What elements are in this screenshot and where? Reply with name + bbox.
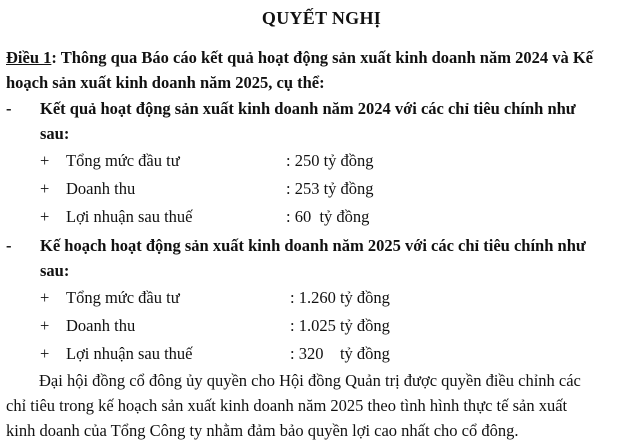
section-2025-item-value: : 1.260 tỷ đồng bbox=[290, 288, 390, 307]
page-title: QUYẾT NGHỊ bbox=[261, 8, 382, 28]
article-1-line-1 bbox=[6, 48, 593, 68]
section-2024-dash: - bbox=[6, 99, 12, 118]
section-2025-item-bullet: + bbox=[40, 288, 50, 307]
article-1-colon: : bbox=[51, 48, 57, 67]
section-2024-item-value: : 250 tỷ đồng bbox=[286, 151, 374, 170]
section-2025-heading-1: Kế hoạch hoạt động sản xuất kinh doanh năm 2025 với các chỉ tiêu chính như bbox=[40, 236, 586, 255]
section-2024-item-label: Tổng mức đầu tư bbox=[66, 151, 180, 170]
section-2024-heading-2: sau: bbox=[40, 124, 70, 143]
section-2025-item-bullet: + bbox=[40, 316, 50, 335]
section-2025-item-value: : 320 tỷ đồng bbox=[290, 344, 390, 363]
section-2025-item-label: Lợi nhuận sau thuế bbox=[66, 344, 193, 363]
section-2024-item-bullet: + bbox=[40, 151, 50, 170]
section-2024-heading-1: Kết quả hoạt động sản xuất kinh doanh năm 2024 với các chỉ tiêu chính như bbox=[40, 99, 576, 118]
section-2024-item-label: Lợi nhuận sau thuế bbox=[66, 207, 193, 226]
section-2024-item-label: Doanh thu bbox=[66, 179, 136, 198]
section-2024-item-value: : 60 tỷ đồng bbox=[286, 207, 370, 226]
closing-line-2: chỉ tiêu trong kế hoạch sản xuất kinh doanh năm 2025 theo tình hình thực tế sản xuất bbox=[6, 396, 568, 415]
section-2025-item-bullet: + bbox=[40, 344, 50, 363]
section-2024-item-bullet: + bbox=[40, 179, 50, 198]
closing-line-3: kinh doanh của Tổng Công ty nhằm đảm bảo quyền lợi cao nhất cho cổ đông. bbox=[6, 421, 519, 440]
article-1-text-1: Thông qua Báo cáo kết quả hoạt động sản xuất kinh doanh năm 2024 và Kế bbox=[56, 48, 593, 67]
closing-line-1: Đại hội đồng cổ đông ủy quyền cho Hội đồng Quản trị được quyền điều chỉnh các bbox=[6, 371, 581, 390]
article-1-label: Điều 1 bbox=[6, 48, 52, 67]
section-2025-item-label: Tổng mức đầu tư bbox=[66, 288, 180, 307]
section-2024-item-bullet: + bbox=[40, 207, 50, 226]
section-2025-item-label: Doanh thu bbox=[66, 316, 136, 335]
section-2025-dash: - bbox=[6, 236, 12, 255]
section-2025-heading-2: sau: bbox=[40, 261, 70, 280]
article-1-line-2: hoạch sản xuất kinh doanh năm 2025, cụ thể: bbox=[6, 73, 325, 92]
section-2025-item-value: : 1.025 tỷ đồng bbox=[290, 316, 390, 335]
section-2024-item-value: : 253 tỷ đồng bbox=[286, 179, 374, 198]
